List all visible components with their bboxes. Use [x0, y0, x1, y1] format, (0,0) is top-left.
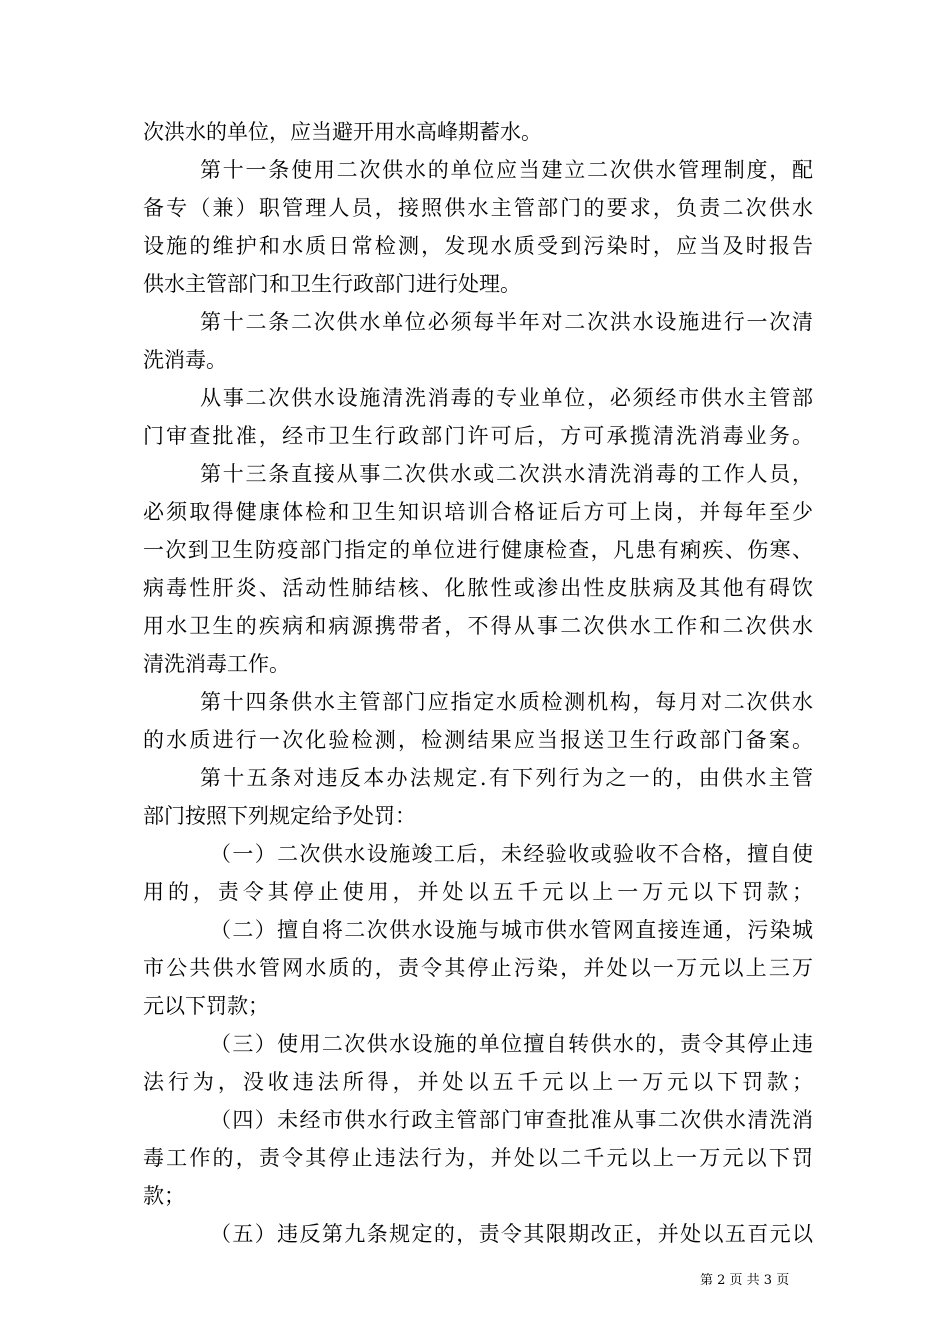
- text-line: 从事二次供水设施清洗消毒的专业单位，必须经市供水主管部: [200, 386, 813, 410]
- text-line: （四）未经市供水行政主管部门审查批准从事二次供水清洗消: [210, 1108, 813, 1132]
- text-line: （一）二次供水设施竣工后，未经验收或验收不合格，擅自使: [210, 842, 813, 866]
- text-line: 门审查批准，经市卫生行政部门许可后，方可承揽清洗消毒业务。: [143, 424, 813, 448]
- text-line: （三）使用二次供水设施的单位擅自转供水的，责令其停止违: [210, 1032, 813, 1056]
- text-line: 第十三条直接从事二次供水或二次洪水清洗消毒的工作人员，: [200, 462, 813, 486]
- text-line: 第十二条二次供水单位必须每半年对二次洪水设施进行一次清: [200, 310, 813, 334]
- text-line: 清洗消毒工作。: [143, 652, 290, 676]
- text-line: 备专（兼）职管理人员，接照供水主管部门的要求，负责二次供水: [143, 196, 813, 220]
- text-line: 洗消毒。: [143, 348, 227, 372]
- text-line: 市公共供水管网水质的，责令其停止污染，并处以一万元以上三万: [143, 956, 813, 980]
- text-line: 毒工作的，责令其停止违法行为，并处以二千元以上一万元以下罚: [143, 1146, 813, 1170]
- text-line: 次洪水的单位，应当避开用水高峰期蓄水。: [143, 120, 542, 144]
- text-line: 一次到卫生防疫部门指定的单位进行健康检查，凡患有痢疾、伤寒、: [143, 538, 813, 562]
- text-line: 第十一条使用二次供水的单位应当建立二次供水管理制度，配: [200, 158, 813, 182]
- text-line: 款；: [143, 1184, 185, 1208]
- text-line: 必须取得健康体检和卫生知识培训合格证后方可上岗，并每年至少: [143, 500, 813, 524]
- text-line: 第十五条对违反本办法规定.有下列行为之一的，由供水主管: [200, 766, 813, 790]
- text-line: 第十四条供水主管部门应指定水质检测机构，每月对二次供水: [200, 690, 813, 714]
- text-line: 元以下罚款；: [143, 994, 269, 1018]
- page-number: 第 2 页 共 3 页: [700, 1273, 790, 1288]
- text-line: 法行为，没收违法所得，并处以五千元以上一万元以下罚款；: [143, 1070, 813, 1094]
- text-line: （五）违反第九条规定的，责令其限期改正，并处以五百元以: [210, 1222, 813, 1246]
- text-line: 的水质进行一次化验检测，检测结果应当报送卫生行政部门备案。: [143, 728, 813, 752]
- text-line: 供水主管部门和卫生行政部门进行处理。: [143, 272, 521, 296]
- text-line: 病毒性肝炎、活动性肺结核、化脓性或渗出性皮肤病及其他有碍饮: [143, 576, 813, 600]
- text-line: （二）擅自将二次供水设施与城市供水管网直接连通，污染城: [210, 918, 813, 942]
- text-line: 用的，责令其停止使用，并处以五千元以上一万元以下罚款；: [143, 880, 813, 904]
- text-line: 设施的维护和水质日常检测，发现水质受到污染时，应当及时报告: [143, 234, 813, 258]
- text-line: 用水卫生的疾病和病源携带者，不得从事二次供水工作和二次供水: [143, 614, 813, 638]
- text-line: 部门按照下列规定给予处罚：: [143, 804, 416, 828]
